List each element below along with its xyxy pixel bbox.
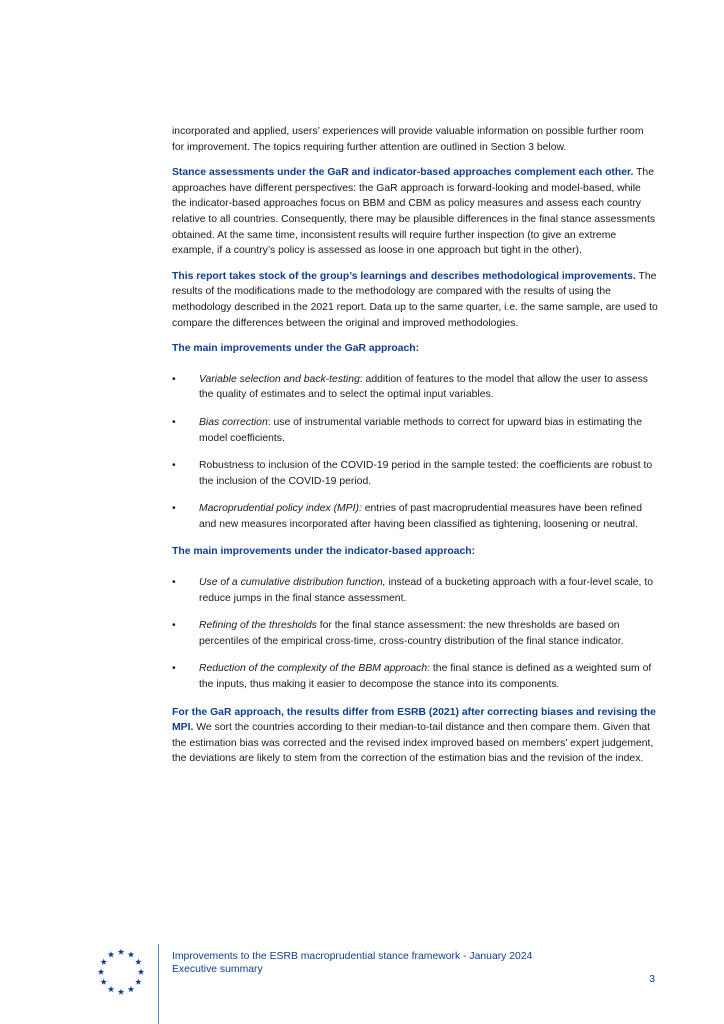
gar-improvements-list xyxy=(172,372,658,533)
list-item xyxy=(172,458,658,489)
indicator-improvements-list xyxy=(172,575,658,693)
star-icon xyxy=(135,959,141,965)
bullet-icon: • xyxy=(172,416,176,428)
bullet-icon: • xyxy=(172,503,176,515)
paragraph-results xyxy=(172,705,658,767)
paragraph-lead: For the GaR approach, the results differ from ESRB (2021) after correcting biases and revising the MPI. xyxy=(172,706,656,734)
star-icon xyxy=(100,959,106,965)
footer-section: Executive summary xyxy=(172,964,263,975)
list-item xyxy=(172,372,658,403)
star-icon xyxy=(108,986,114,992)
list-item-text: instead of a bucketing approach with a four-level scale, to reduce jumps in the final stance assessment. xyxy=(199,577,653,604)
list-item-emphasis: Use of a cumulative distribution function, xyxy=(199,577,386,589)
list-item-text: the final stance is defined as a weighted sum of the inputs, thus making it easier to decompose the stance into its components. xyxy=(199,663,652,691)
list-item-emphasis: Macroprudential policy index (MPI): xyxy=(199,503,362,515)
bullet-icon: • xyxy=(172,460,176,472)
list-item-emphasis: Variable selection and back-testing xyxy=(199,373,360,385)
star-icon xyxy=(118,989,124,995)
paragraph-report xyxy=(172,269,658,331)
list-item xyxy=(172,501,658,532)
paragraph-text: The approaches have different perspectives: the GaR approach is forward-looking and model-based, while the indicator-based approaches focus on BBM and CBM as policy measures and assess each country relative to all countries. Consequently, there may be plausible differences in the final stance assessments obtained. At the same time, inconsistent results will require further inspection (to give an extreme example, if a country’s policy is assessed as loose in one approach but tight in the other). xyxy=(172,167,656,257)
list-item-text: Robustness to inclusion of the COVID-19 period in the sample tested: the coefficients are robust to the inclusion of the COVID-19 period. xyxy=(199,460,653,487)
star-icon xyxy=(98,969,104,975)
list-item-emphasis: Reduction of the complexity of the BBM approach: xyxy=(199,663,431,675)
paragraph-lead: Stance assessments under the GaR and indicator-based approaches complement each other. xyxy=(172,167,634,179)
star-icon xyxy=(128,986,134,992)
footer-title: Improvements to the ESRB macroprudential stance framework - January 2024 xyxy=(172,951,533,962)
section-heading-indicator: The main improvements under the indicator-based approach: xyxy=(172,546,476,558)
list-item-text: entries of past macroprudential measures have been refined and new measures incorporated after having been classified as tightening, loosening or neutral. xyxy=(199,503,642,530)
list-item xyxy=(172,575,658,606)
star-icon xyxy=(135,979,141,985)
star-icon xyxy=(138,969,144,975)
page-number: 3 xyxy=(649,974,655,985)
list-item-text: : addition of features to the model that allow the user to assess the quality of estimates and to select the optimal input variables. xyxy=(199,373,648,401)
main-content xyxy=(172,124,658,777)
star-icon xyxy=(100,979,106,985)
list-item-emphasis: Bias correction xyxy=(199,416,268,428)
eu-stars-icon xyxy=(95,946,147,998)
paragraph-lead: This report takes stock of the group’s learnings and describes methodological improvements. xyxy=(172,270,636,282)
list-item xyxy=(172,661,658,692)
bullet-icon: • xyxy=(172,620,176,632)
list-item xyxy=(172,618,658,649)
footer-divider xyxy=(158,944,159,1024)
bullet-icon: • xyxy=(172,373,176,385)
paragraph-complement xyxy=(172,165,658,259)
section-heading-gar: The main improvements under the GaR approach: xyxy=(172,343,420,355)
star-icon xyxy=(108,951,114,957)
star-icon xyxy=(128,951,134,957)
paragraph-text: We sort the countries according to their median-to-tail distance and then compare them. Given that the estimation bias was corrected and the revised index improved based on members’ expert judgement, the deviations are likely to stem from the correction of the estimation bias and the revision of the index. xyxy=(172,722,654,765)
star-icon xyxy=(118,949,124,955)
list-item-text: for the final stance assessment: the new thresholds are based on percentiles of the empirical cross-time, cross-country distribution of the final stance indicator. xyxy=(199,620,624,647)
list-item-text: : use of instrumental variable methods to correct for upward bias in estimating the model coefficients. xyxy=(199,416,642,444)
list-item-emphasis: Refining of the thresholds xyxy=(199,620,317,632)
paragraph-intro: incorporated and applied, users’ experiences will provide valuable information on possible further room for improvement. The topics requiring further attention are outlined in Section 3 below. xyxy=(172,126,644,153)
bullet-icon: • xyxy=(172,663,176,675)
paragraph-text: The results of the modifications made to the methodology are compared with the results of using the methodology described in the 2021 report. Data up to the same quarter, i.e. the same sample, are used to compare the differences between the original and improved methodologies. xyxy=(172,270,658,329)
footer xyxy=(172,950,532,976)
bullet-icon: • xyxy=(172,577,176,589)
list-item xyxy=(172,415,658,446)
